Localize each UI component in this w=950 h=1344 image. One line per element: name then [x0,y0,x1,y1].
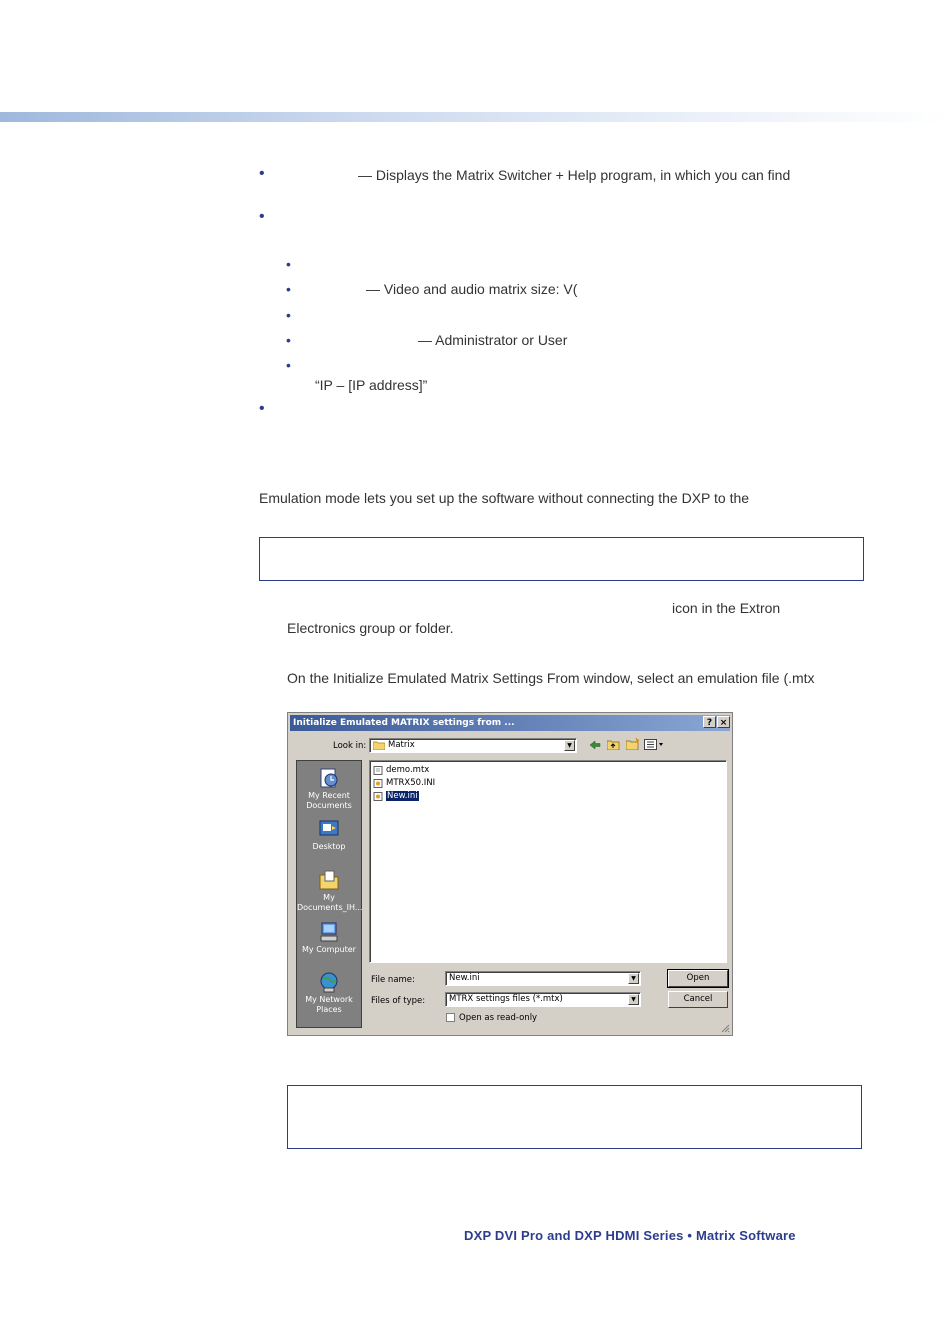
settings-file-icon [373,792,383,801]
read-only-label: Open as read-only [459,1013,538,1023]
resize-grip-icon[interactable] [720,1023,730,1033]
step2-text: On the Initialize Emulated Matrix Settings From window, select an emulation file (.mtx [287,670,815,686]
file-item[interactable]: MTRX50.INI [373,778,435,789]
open-button[interactable]: Open [668,970,728,987]
file-item-selected[interactable]: New.ini [373,791,419,802]
note-box [259,537,864,581]
file-name-input[interactable]: New.ini ▼ [445,971,641,986]
sub-bullet-icon: • [286,357,291,373]
place-recent-documents[interactable] [297,767,361,811]
look-in-label: Look in: [333,741,367,751]
folder-icon [373,741,385,750]
place-my-documents[interactable] [297,869,361,913]
file-type-select[interactable]: MTRX settings files (*.mtx) ▼ [445,992,641,1007]
place-label: My Documents_IH... [297,893,363,912]
chevron-down-icon[interactable]: ▼ [628,994,639,1005]
chevron-down-icon[interactable]: ▼ [564,740,575,751]
cancel-button[interactable]: Cancel [668,991,728,1008]
emulation-paragraph: Emulation mode lets you set up the software without connecting the DXP to the [259,490,750,506]
look-in-dropdown[interactable] [369,738,577,753]
file-icon [373,766,383,775]
sub-bullet-icon: • [286,256,291,272]
place-desktop[interactable] [297,818,361,852]
network-places-icon [318,971,340,993]
file-type-label: Files of type: [371,996,426,1006]
place-label: Desktop [312,842,346,851]
page-footer: DXP DVI Pro and DXP HDMI Series • Matrix Software [464,1228,796,1243]
back-arrow-icon[interactable] [589,740,601,750]
place-label: My Computer [302,945,356,954]
sub-bullet-icon: • [286,332,291,348]
file-list[interactable] [369,760,727,963]
recent-documents-icon [318,767,340,789]
sub-bullet-text-user-level: — Administrator or User [418,332,568,348]
place-label: My Network Places [305,995,353,1014]
close-button[interactable]: × [717,716,730,728]
my-documents-icon [318,869,340,891]
sub-bullet-text-matrix-size: — Video and audio matrix size: V( [366,281,578,297]
sub-bullet-text-ip: “IP – [IP address]” [315,377,428,393]
new-folder-icon[interactable] [626,738,639,750]
note-box [287,1085,862,1149]
read-only-checkbox[interactable] [446,1013,455,1022]
bullet-text-help: — Displays the Matrix Switcher + Help program, in which you can find [358,167,791,183]
open-file-dialog [287,712,733,1036]
sub-bullet-icon: • [286,307,291,323]
dialog-title-bar [290,715,730,731]
look-in-value: Matrix [388,740,415,750]
chevron-down-icon[interactable]: ▼ [628,973,639,984]
file-item[interactable]: demo.mtx [373,765,429,776]
header-gradient-bar [0,112,950,122]
places-bar [296,760,362,1028]
dialog-title: Initialize Emulated MATRIX settings from ... [293,718,515,728]
views-menu-icon[interactable] [644,739,664,750]
sub-bullet-icon: • [286,281,291,297]
step1-text: icon in the Extron [672,600,781,616]
settings-file-icon [373,779,383,788]
file-name-label: File name: [371,975,415,985]
place-network[interactable] [297,971,361,1015]
bullet-icon: • [259,165,265,182]
bullet-icon: • [259,400,265,417]
place-label: My Recent Documents [306,791,352,810]
bullet-icon: • [259,208,265,225]
my-computer-icon [318,921,340,943]
help-button[interactable]: ? [703,716,716,728]
up-folder-icon[interactable] [607,739,620,750]
step1-text-continued: Electronics group or folder. [287,620,454,636]
desktop-icon [318,818,340,840]
place-my-computer[interactable] [297,921,361,955]
